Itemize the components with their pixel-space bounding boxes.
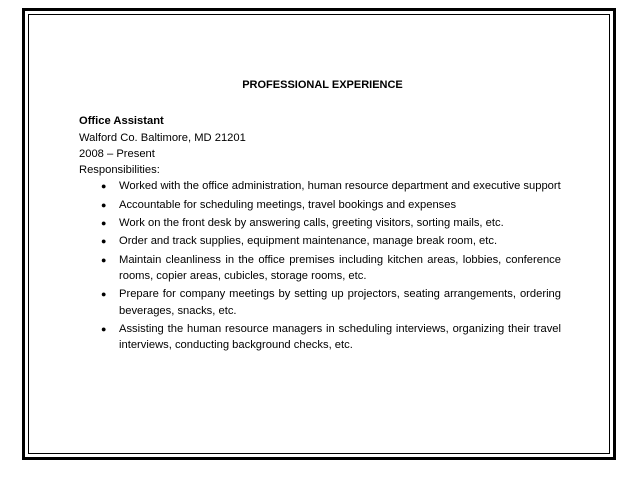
list-item-text: Work on the front desk by answering calls, greeting visitors, sorting mails, etc. [119,217,504,230]
bullet-icon: ● [101,199,107,210]
resume-section [79,77,561,355]
job-title: Office Assistant [79,115,164,128]
list-item [79,233,561,249]
section-heading: PROFESSIONAL EXPERIENCE [242,79,403,91]
bullet-icon: ● [101,254,107,265]
responsibilities-list [79,178,561,353]
list-item [79,321,561,354]
list-item [79,286,561,319]
list-item-text: Order and track supplies, equipment maintenance, manage break room, etc. [119,235,498,248]
list-item [79,252,561,285]
bullet-icon: ● [101,289,107,300]
list-item [79,178,561,194]
list-item-text: Accountable for scheduling meetings, travel bookings and expenses [119,198,457,211]
bullet-icon: ● [101,236,107,247]
employment-dates: 2008 – Present [79,147,155,160]
bullet-icon: ● [101,218,107,229]
bullet-icon: ● [101,181,107,192]
employer-location: Walford Co. Baltimore, MD 21201 [79,131,246,144]
responsibilities-label: Responsibilities: [79,164,160,177]
list-item-text: Maintain cleanliness in the office premises including kitchen areas, lobbies, conference rooms, copier areas, cubicles, storage rooms, etc. [119,253,561,282]
list-item [79,215,561,231]
list-item [79,197,561,213]
list-item-text: Assisting the human resource managers in scheduling interviews, organizing their travel interviews, conducting background checks, etc. [119,322,561,352]
list-item-text: Prepare for company meetings by setting up projectors, seating arrangements, ordering beverages, snacks, etc. [119,288,561,317]
list-item-text: Worked with the office administration, human resource department and executive support [119,180,561,193]
bullet-icon: ● [101,323,107,334]
